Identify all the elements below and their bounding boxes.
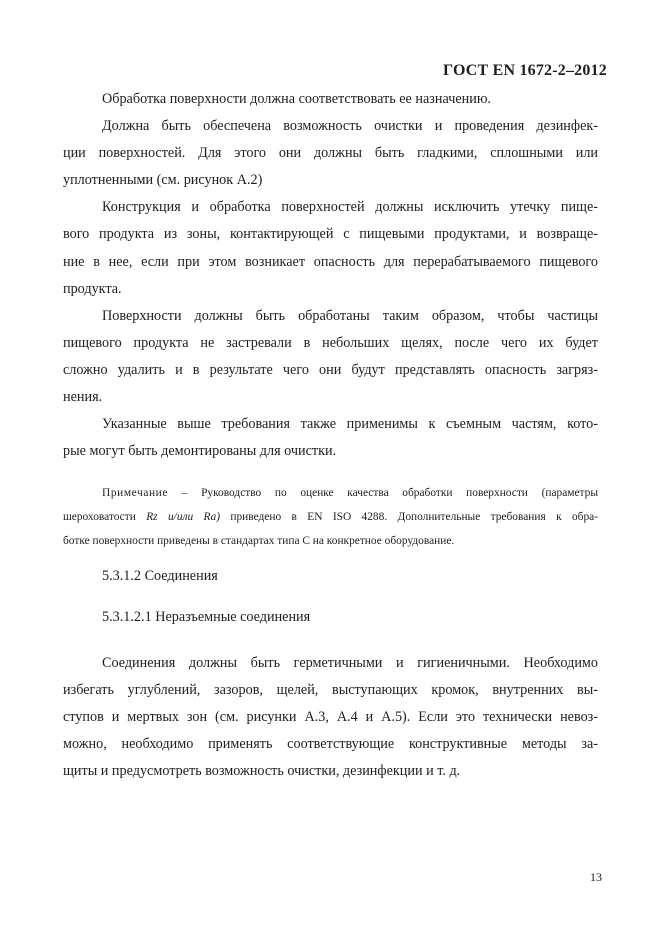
note-line (63, 481, 598, 505)
text-line: уплотненными (см. рисунок А.2) (63, 172, 263, 189)
text-line: Указанные выше требования также применимы к съемным частям, кото- (102, 416, 598, 433)
text-line: ние в нее, если при этом возникает опасность для перерабатываемого пищевого (63, 253, 598, 270)
note-line: ботке поверхности приведены в стандартах типа С на конкретное оборудование. (63, 535, 455, 547)
standard-designation: ГОСТ EN 1672-2–2012 (442, 62, 607, 79)
text-line: Должна быть обеспечена возможность очистки и проведения дезинфек- (102, 118, 598, 135)
section-heading: 5.3.1.2 Соединения (102, 568, 218, 584)
subsection-heading: 5.3.1.2.1 Неразъемные соединения (102, 609, 311, 625)
text-line: нения. (63, 389, 103, 406)
text-line: вого продукта из зоны, контактирующей с пищевыми продуктами, и возвраще- (63, 226, 598, 243)
note-text: приведено в EN ISO 4288. Дополнительные требования к обра- (220, 511, 599, 523)
text-line: Поверхности должны быть обработаны таким образом, чтобы частицы (102, 307, 598, 324)
text-line: избегать углублений, зазоров, щелей, выступающих кромок, внутренних вы- (63, 682, 598, 699)
text-line: сложно удалить и в результате чего они будут представлять опасность загряз- (63, 361, 598, 378)
note-text: шероховатости (63, 511, 147, 523)
text-line: ступов и мертвых зон (см. рисунки А.3, А.4 и А.5). Если это технически невоз- (63, 709, 598, 726)
text-line: продукта. (63, 280, 122, 297)
text-line: рые могут быть демонтированы для очистки. (63, 443, 337, 460)
text-line: Соединения должны быть герметичными и гигиеничными. Необходимо (102, 655, 598, 671)
surface-treatment-text (63, 86, 598, 465)
roughness-parameters: Rz и/или Ra) (146, 511, 221, 523)
note-text: – Руководство по оценке качества обработки поверхности (параметры (168, 487, 598, 499)
note (63, 481, 598, 553)
page-number: 13 (590, 870, 602, 884)
text-line: Конструкция и обработка поверхностей должны исключить утечку пище- (102, 199, 598, 216)
text-line: можно, необходимо применять соответствующие конструктивные методы за- (63, 736, 598, 753)
joints-text (63, 650, 598, 785)
text-line: ции поверхностей. Для этого они должны быть гладкими, сплошными или (63, 145, 598, 162)
text-line: пищевого продукта не застревали в небольших щелях, после чего их будет (63, 334, 598, 351)
note-label: Примечание (102, 487, 169, 499)
text-line: щиты и предусмотреть возможность очистки, дезинфекции и т. д. (63, 763, 461, 780)
note-line (63, 505, 598, 529)
text-line: Обработка поверхности должна соответствовать ее назначению. (102, 91, 491, 107)
